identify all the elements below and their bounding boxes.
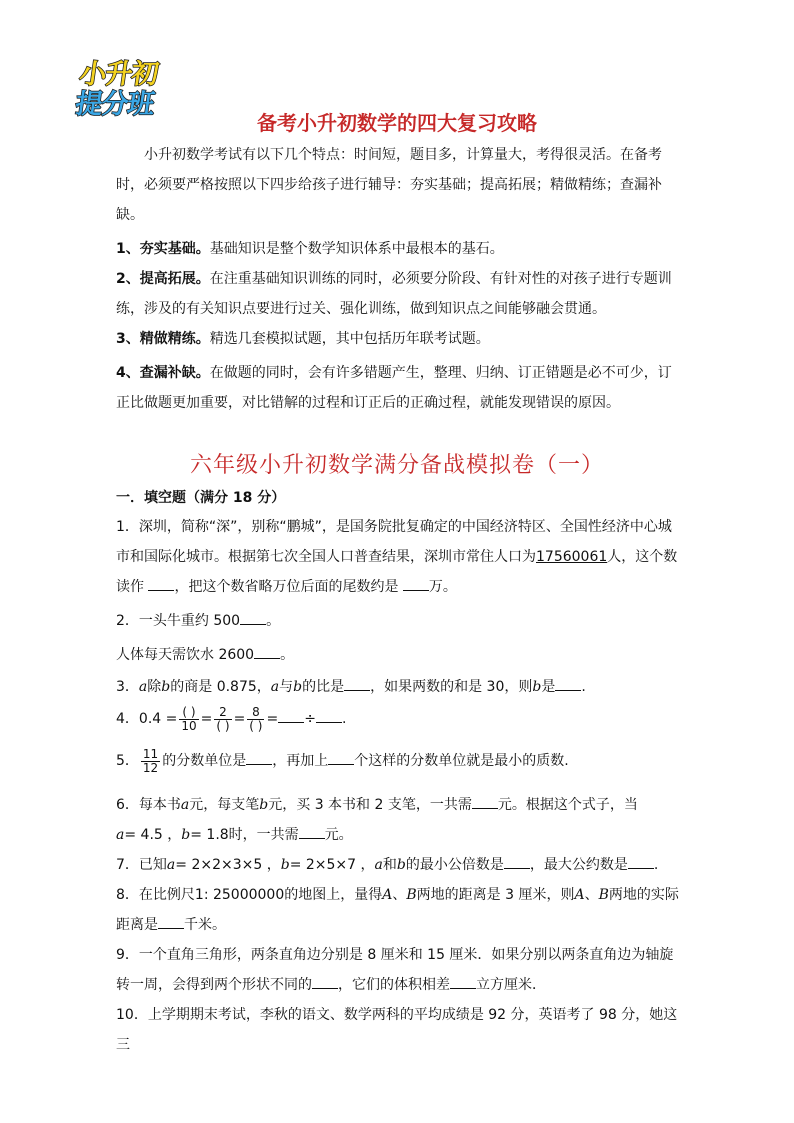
question-6: 6．每本书a元，每支笔b元，买 3 本书和 2 支笔，一共需 元。根据这个式子，当 a= 4.5 ，b= 1.8时，一共需 元。 — [116, 790, 682, 850]
point-head: 1、夯实基础。 — [116, 241, 210, 257]
question-2-line-2: 人体每天需饮水 2600 。 — [116, 640, 682, 670]
fraction: $\frac{( )}{10}$ — [181, 704, 197, 733]
section-heading: 一．填空题（满分 18 分） — [116, 490, 286, 506]
question-10: 10．上学期期末考试，李秋的语文、数学两科的平均成绩是 92 分，英语考了 98 分，她这三 — [116, 1007, 678, 1053]
point-head: 2、提高拓展。 — [116, 271, 210, 287]
answer-blank[interactable] — [344, 676, 370, 691]
question-2: 2．一头牛重约 500 。 — [116, 606, 682, 636]
answer-blank[interactable] — [316, 708, 342, 723]
guide-title: 备考小升初数学的四大复习攻略 — [257, 111, 537, 135]
answer-blank[interactable] — [555, 676, 581, 691]
answer-blank[interactable] — [278, 708, 304, 723]
answer-blank[interactable] — [628, 854, 654, 869]
point-text: 精选几套模拟试题，其中包括历年联考试题。 — [209, 331, 490, 347]
question-7: 7．已知a= 2×2×3×5 ，b= 2×5×7 ，a和b的最小公倍数是 ，最大公约数是 . — [116, 850, 682, 880]
point-text: 在注重基础知识训练的同时，必须要分阶段、有针对性的对孩子进行专题训练，涉及的有关知识点要进行过关、强化训练，做到知识点之间能够融会贯通。 — [116, 271, 672, 317]
answer-blank[interactable] — [299, 824, 325, 839]
fraction: $\frac{2}{( )}$ — [216, 704, 230, 733]
answer-blank[interactable] — [148, 576, 174, 591]
guide-point-4 — [116, 358, 676, 418]
answer-blank[interactable] — [504, 854, 530, 869]
population-number: 17560061 — [536, 549, 608, 565]
guide-intro: 小升初数学考试有以下几个特点：时间短，题目多，计算量大，考得很灵活。在备考时，必须要严格按照以下四步给孩子进行辅导：夯实基础；提高拓展；精做精练；查漏补缺。 — [116, 147, 662, 223]
exam-title: 六年级小升初数学满分备战模拟卷（一） — [189, 453, 604, 478]
guide-point-1 — [116, 234, 676, 264]
question-5: 5． $\frac{11}{12}$ 的分数单位是 ，再加上 个这样的分数单位就是最小的质数. — [116, 746, 569, 775]
fraction: $\frac{11}{12}$ — [142, 746, 159, 775]
answer-blank[interactable] — [158, 914, 184, 929]
point-text: 基础知识是整个数学知识体系中最根本的基石。 — [209, 241, 504, 257]
logo-line-2: 提分班 — [73, 89, 156, 120]
answer-blank[interactable] — [472, 794, 498, 809]
question-9: 9．一个直角三角形，两条直角边分别是 8 厘米和 15 厘米．如果分别以两条直角边为轴旋转一周，会得到两个形状不同的 ，它们的体积相差 立方厘米． — [116, 947, 674, 993]
point-head: 3、精做精练。 — [116, 331, 210, 347]
answer-blank[interactable] — [254, 644, 280, 659]
answer-blank[interactable] — [450, 974, 476, 989]
answer-blank[interactable] — [246, 750, 272, 765]
guide-point-3 — [116, 324, 676, 354]
point-head: 4、查漏补缺。 — [116, 365, 210, 381]
fraction: $\frac{8}{( )}$ — [249, 704, 263, 733]
answer-blank[interactable] — [403, 576, 429, 591]
logo-line-1: 小升初 — [77, 59, 160, 90]
answer-blank[interactable] — [328, 750, 354, 765]
question-3: 3．a除b的商是 0.875，a与b的比是 ，如果两数的和是 30，则b是 . — [116, 672, 682, 702]
question-4: 4．0.4 = $\frac{( )}{10}$ = $\frac{2}{( )}$ = $\frac{8}{( )}$ = ÷ . — [116, 704, 347, 733]
answer-blank[interactable] — [240, 610, 266, 625]
point-text: 在做题的同时，会有许多错题产生，整理、归纳、订正错题是必不可少，订正比做题更加重要，对比错解的过程和订正后的正确过程，就能发现错误的原因。 — [116, 365, 672, 411]
guide-point-2 — [116, 264, 676, 324]
answer-blank[interactable] — [312, 974, 338, 989]
question-8: 8．在比例尺1: 25000000的地图上，量得A、B两地的距离是 3 厘米，则A、B两地的实际距离是 千米。 — [116, 887, 679, 933]
question-1: 1．深圳，简称“深”，别称“鹏城”，是国务院批复确定的中国经济特区、全国性经济中心城市和国际化城市。根据第七次全国人口普查结果，深圳市常住人口为17560061人，这个数读作 ，把这个数省略万位后面的尾数约是 万。 — [116, 519, 678, 595]
